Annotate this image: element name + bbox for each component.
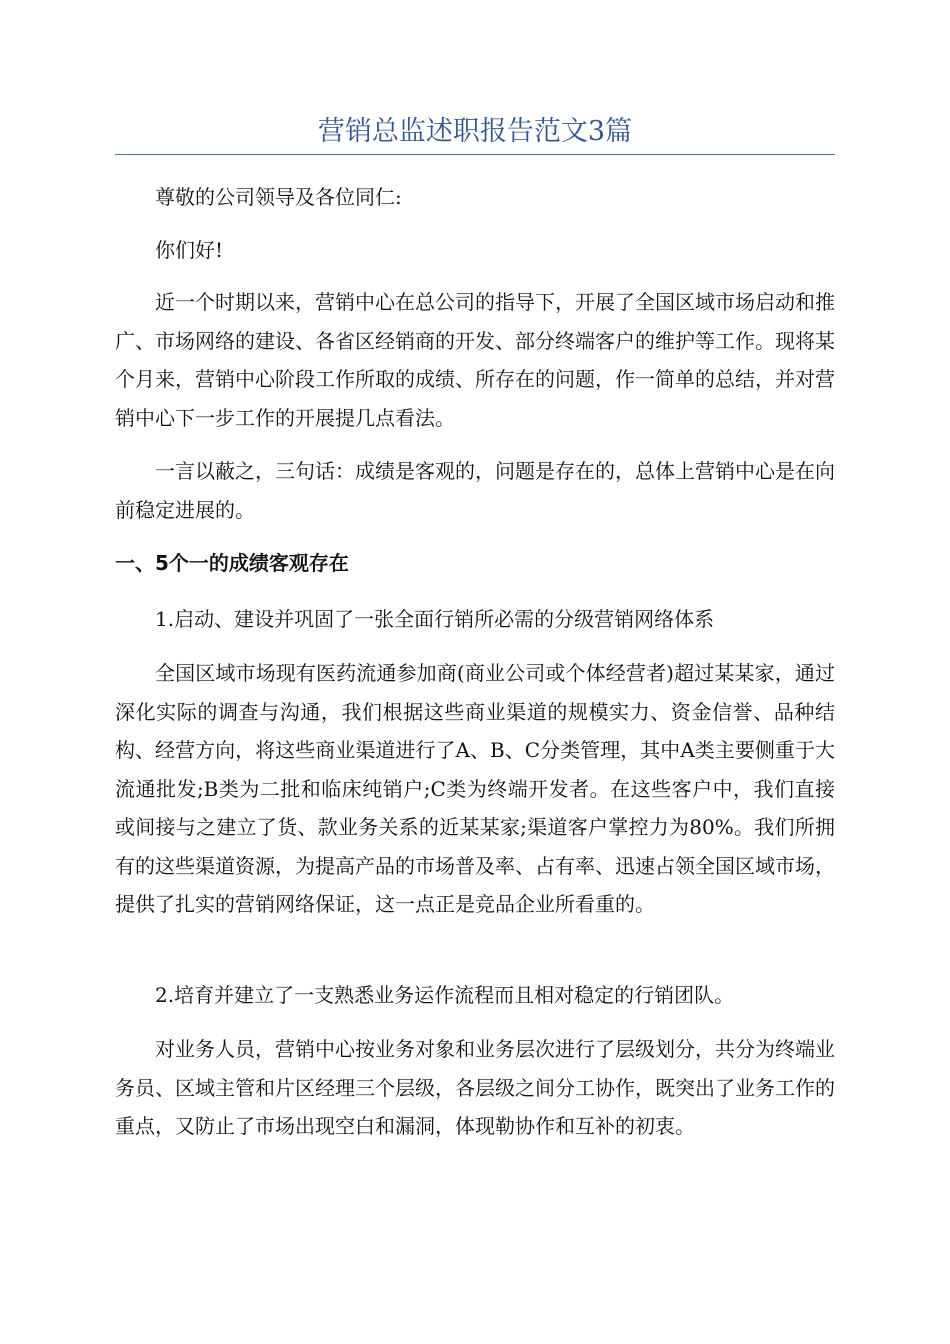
summary-paragraph: 一言以蔽之，三句话：成绩是客观的，问题是存在的，总体上营销中心是在向前稳定进展的。: [115, 459, 835, 522]
document-page: [115, 0, 835, 1344]
point-1-body: 全国区域市场现有医药流通参加商(商业公司或个体经营者)超过某某家，通过深化实际的调查与沟通，我们根据这些商业渠道的规模实力、资金信誉、品种结构、经营方向，将这些商业渠道进行了A、B、C分类管理，其中A类主要侧重于大流通批发;B类为二批和临床纯销户;C类为终端开发者。在这些客户中，我们直接或间接与之建立了货、款业务关系的近某某家;渠道客户掌控力为80%。我们所拥有的这些渠道资源，为提高产品的市场普及率、占有率、迅速占领全国区域市场，提供了扎实的营销网络保证，这一点正是竞品企业所看重的。: [115, 661, 835, 916]
salutation-paragraph: 尊敬的公司领导及各位同仁:: [155, 185, 402, 209]
point-2-body: 对业务人员，营销中心按业务对象和业务层次进行了层级划分，共分为终端业务员、区域主管和片区经理三个层级，各层级之间分工协作，既突出了业务工作的重点，又防止了市场出现空白和漏洞，体现勒协作和互补的初衷。: [115, 1037, 835, 1138]
section-heading: 一、5个一的成绩客观存在: [115, 551, 349, 575]
document-title: 营销总监述职报告范文3篇: [317, 116, 633, 147]
point-1-title: 1.启动、建设并巩固了一张全面行销所必需的分级营销网络体系: [155, 607, 715, 631]
title-underline: [115, 154, 835, 155]
greeting-paragraph: 你们好!: [155, 238, 224, 262]
point-2-title: 2.培育并建立了一支熟悉业务运作流程而且相对稳定的行销团队。: [155, 983, 735, 1007]
intro-paragraph: 近一个时期以来，营销中心在总公司的指导下，开展了全国区域市场启动和推广、市场网络的建设、各省区经销商的开发、部分终端客户的维护等工作。现将某个月来，营销中心阶段工作所取的成绩、所存在的问题，作一简单的总结，并对营销中心下一步工作的开展提几点看法。: [115, 290, 835, 430]
